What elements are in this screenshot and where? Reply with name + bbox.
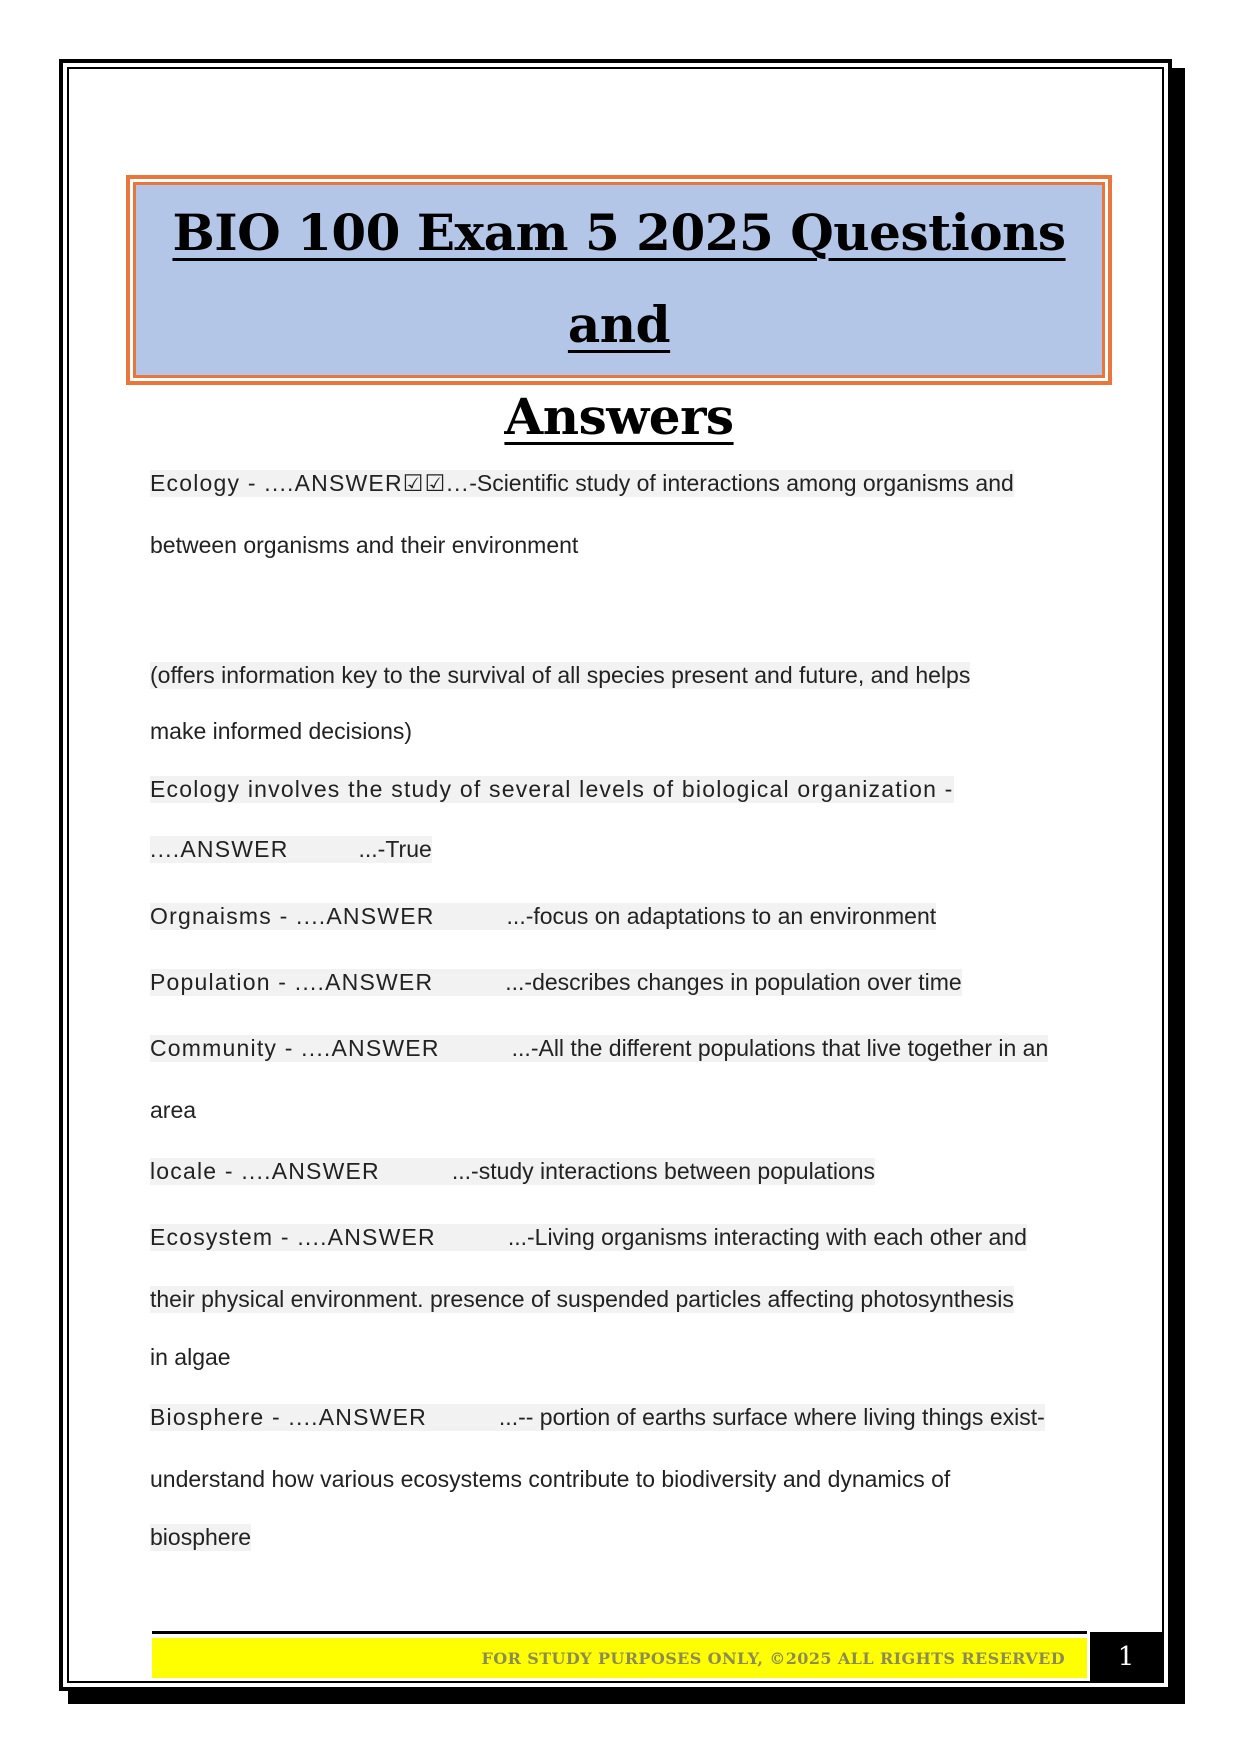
entry-levels (150, 776, 954, 803)
footer-rule (152, 1631, 1087, 1634)
title-line-2: Answers (504, 387, 734, 446)
entry-continuation: between organisms and their environment (150, 532, 579, 558)
footer-banner (152, 1638, 1087, 1678)
footer-text: FOR STUDY PURPOSES ONLY, ©2025 ALL RIGHTS RESERVED (481, 1648, 1065, 1668)
entry-biosphere (150, 1404, 1045, 1431)
title-line-1: BIO 100 Exam 5 2025 Questions and (172, 203, 1066, 354)
entry-continuation: area (150, 1097, 197, 1123)
entry-term: Biosphere - ....ANSWER (150, 1404, 427, 1430)
entry-term: Ecology - ....ANSWER☑☑... (150, 470, 470, 496)
entry-levels-answer (150, 836, 432, 863)
title-banner (126, 175, 1112, 446)
entry-note: (offers information key to the survival of all species present and future, and helps (150, 662, 971, 688)
entry-answer-label: ....ANSWER (150, 836, 289, 862)
entry-answer: ...-- portion of earths surface where living things exist- (498, 1404, 1045, 1430)
entry-continuation: their physical environment. presence of suspended particles affecting photosynthesis (150, 1286, 1014, 1312)
entry-answer: ...-describes changes in population over time (505, 969, 962, 995)
entry-term: Community - ....ANSWER (150, 1035, 440, 1061)
page-number: 1 (1090, 1632, 1162, 1682)
entry-term: Orgnaisms - ....ANSWER (150, 903, 435, 929)
entry-note: make informed decisions) (150, 718, 413, 744)
entry-answer: ...-True (358, 836, 432, 862)
entry-answer: ...-Living organisms interacting with each other and (507, 1224, 1027, 1250)
entry-term: Population - ....ANSWER (150, 969, 434, 995)
entry-population (150, 969, 962, 996)
document-title (136, 187, 1102, 463)
entry-answer: -Scientific study of interactions among organisms and (469, 470, 1014, 496)
entry-term: locale - ....ANSWER (150, 1158, 380, 1184)
entry-continuation: biosphere (150, 1524, 252, 1550)
entry-ecosystem (150, 1224, 1027, 1251)
entry-organisms (150, 903, 936, 930)
entry-locale (150, 1158, 875, 1185)
entry-answer: ...-focus on adaptations to an environment (506, 903, 937, 929)
entry-community (150, 1035, 1048, 1062)
entry-ecology (150, 470, 1014, 497)
entry-continuation: in algae (150, 1344, 231, 1370)
entry-term: Ecology involves the study of several levels of biological organization - (150, 776, 954, 802)
entry-continuation: understand how various ecosystems contribute to biodiversity and dynamics of (150, 1466, 951, 1492)
entry-term: Ecosystem - ....ANSWER (150, 1224, 436, 1250)
entry-answer: ...-All the different populations that live together in an (511, 1035, 1049, 1061)
entry-answer: ...-study interactions between populations (451, 1158, 876, 1184)
